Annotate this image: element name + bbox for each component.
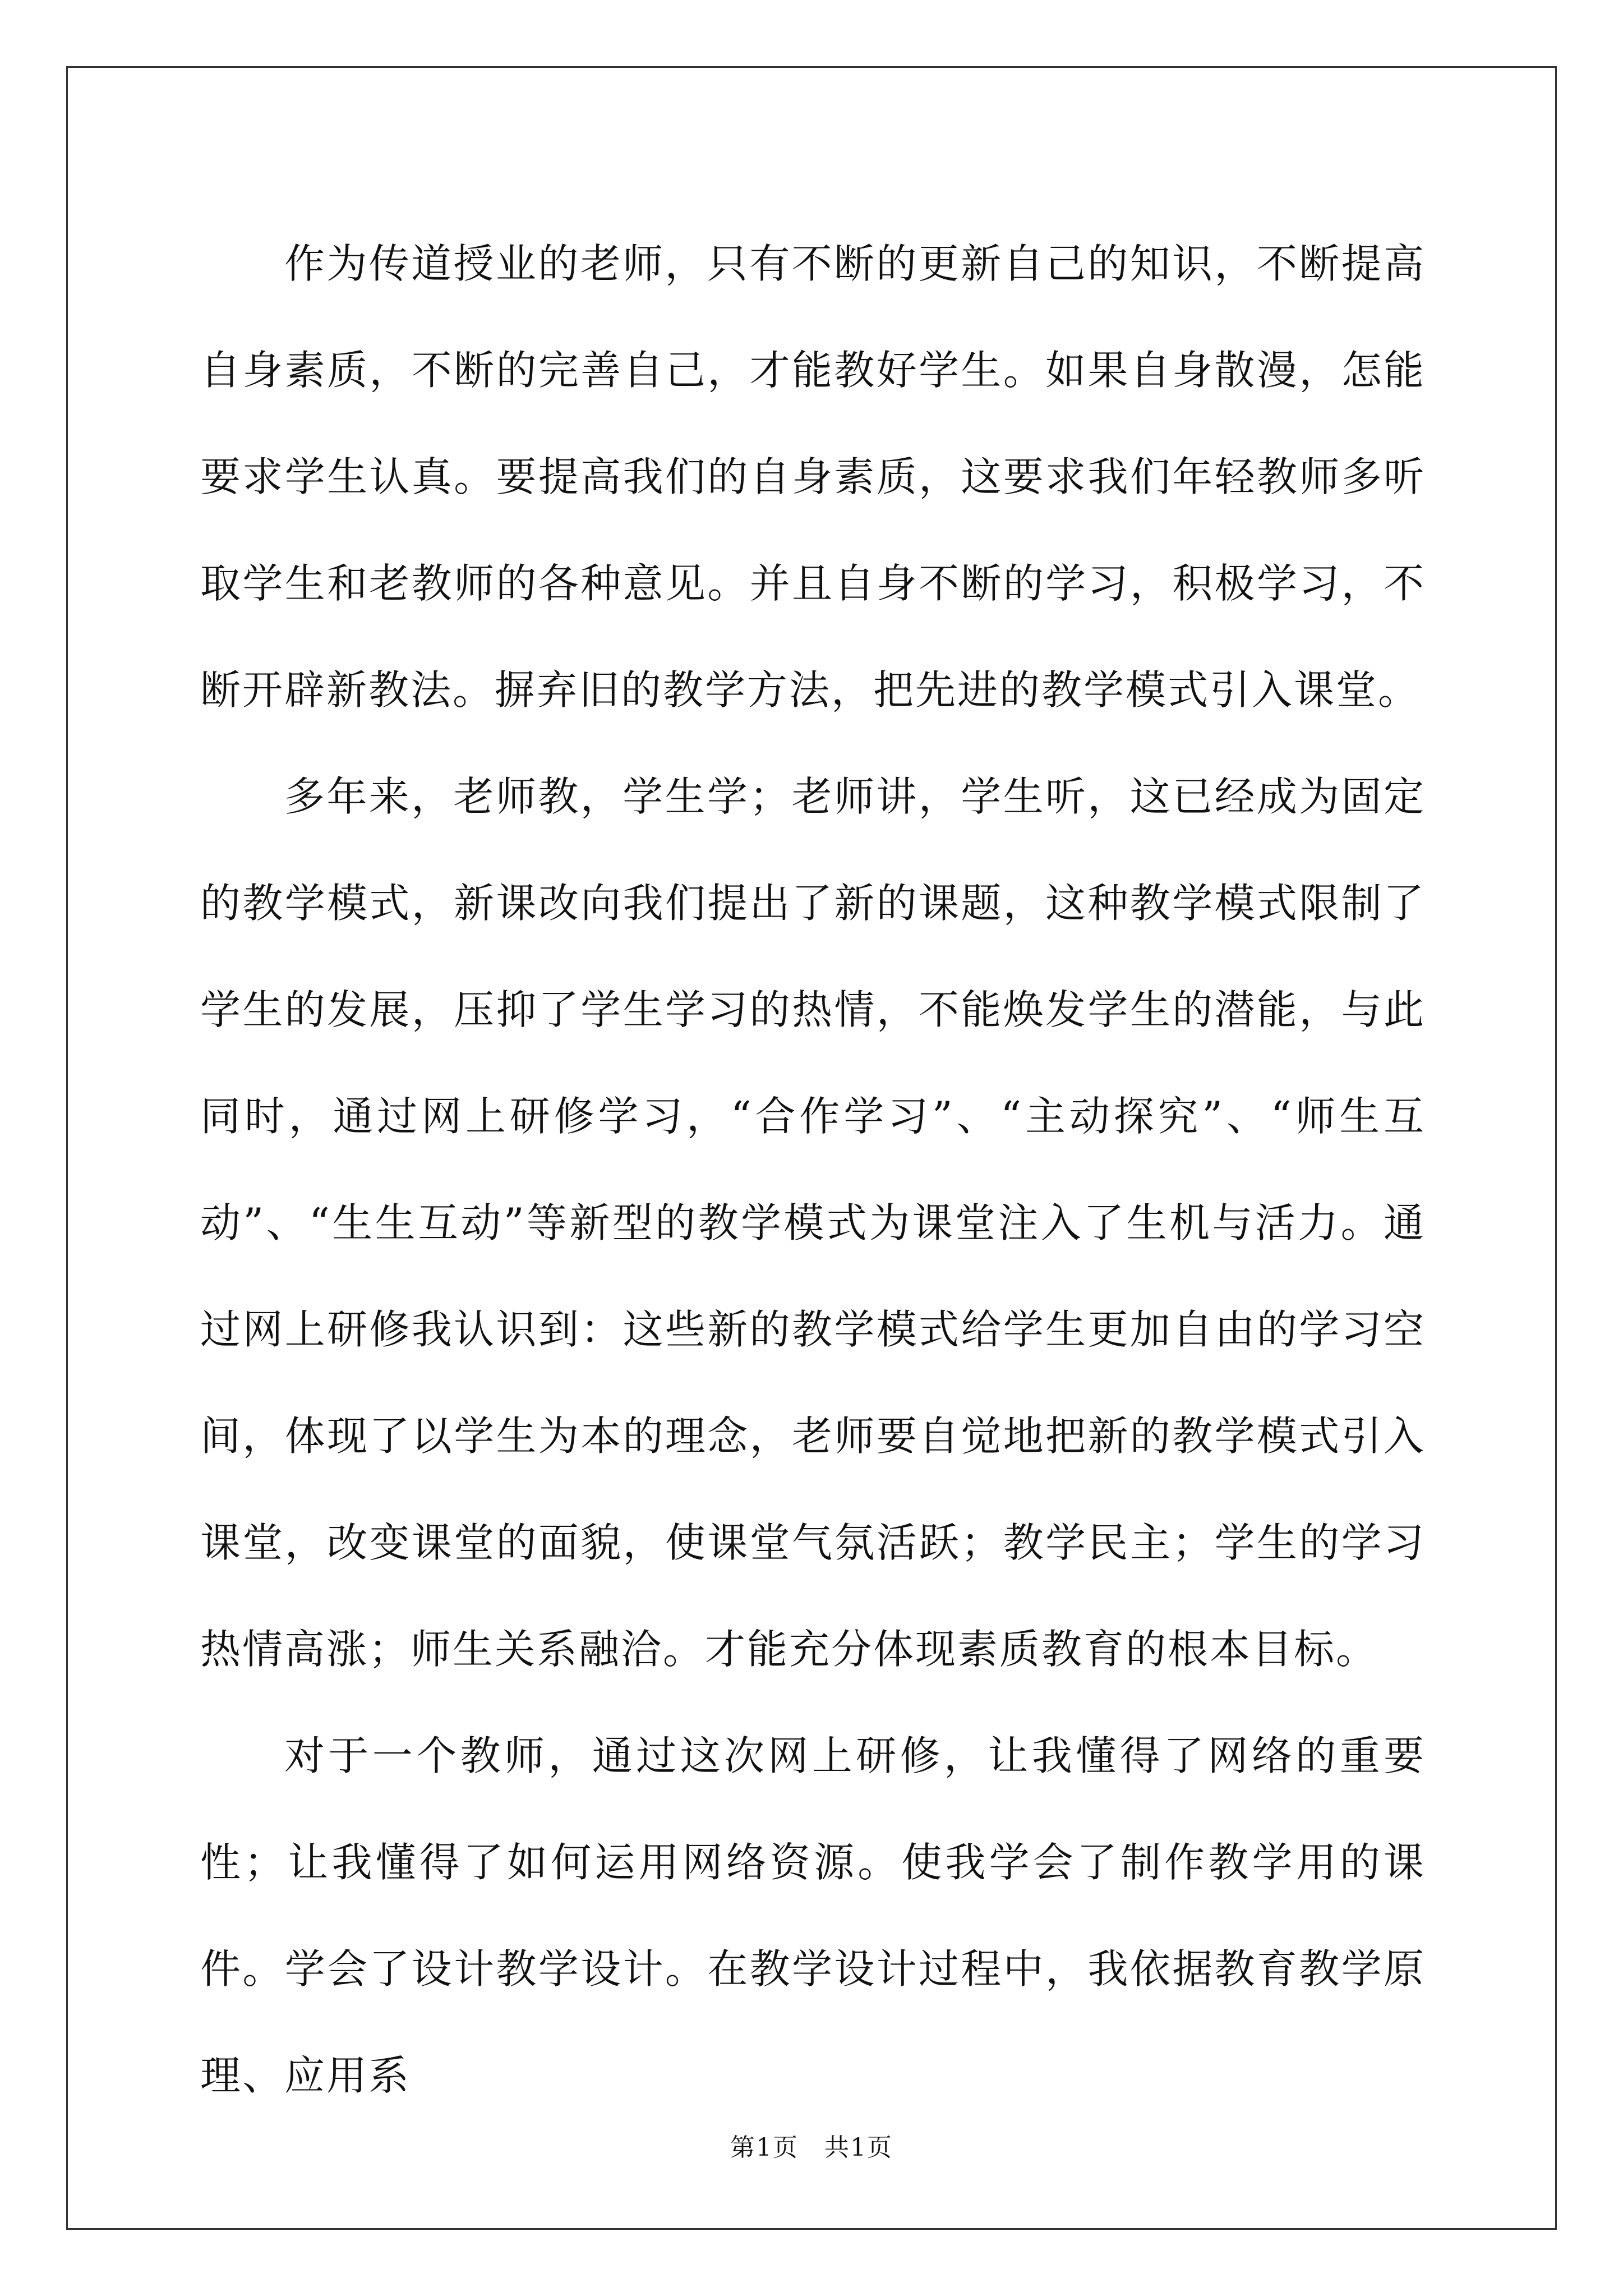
document-body — [200, 210, 1426, 2129]
paragraph-2: 多年来，老师教，学生学；老师讲，学生听，这已经成为固定的教学模式，新课改向我们提出了新的课题，这种教学模式限制了学生的发展，压抑了学生学习的热情，不能焕发学生的潜能，与此同时，通过网上研修学习，“合作学习”、“主动探究”、“师生互动”、“生生互动”等新型的教学模式为课堂注入了生机与活力。通过网上研修我认识到：这些新的教学模式给学生更加自由的学习空间，体现了以学生为本的理念，老师要自觉地把新的教学模式引入课堂，改变课堂的面貌，使课堂气氛活跃；教学民主；学生的学习热情高涨；师生关系融洽。才能充分体现素质教育的根本目标。 — [200, 773, 1426, 1673]
paragraph-1: 作为传道授业的老师，只有不断的更新自己的知识，不断提高自身素质，不断的完善自己，才能教好学生。如果自身散漫，怎能要求学生认真。要提高我们的自身素质，这要求我们年轻教师多听取学生和老教师的各种意见。并且自身不断的学习，积极学习，不断开辟新教法。摒弃旧的教学方法，把先进的教学模式引入课堂。 — [200, 240, 1426, 714]
page-footer: 第1页 共1页 — [730, 2133, 893, 2162]
paragraph-3: 对于一个教师，通过这次网上研修，让我懂得了网络的重要性；让我懂得了如何运用网络资源。使我学会了制作教学用的课件。学会了设计教学设计。在教学设计过程中，我依据教育教学原理、应用系 — [200, 1732, 1426, 2099]
